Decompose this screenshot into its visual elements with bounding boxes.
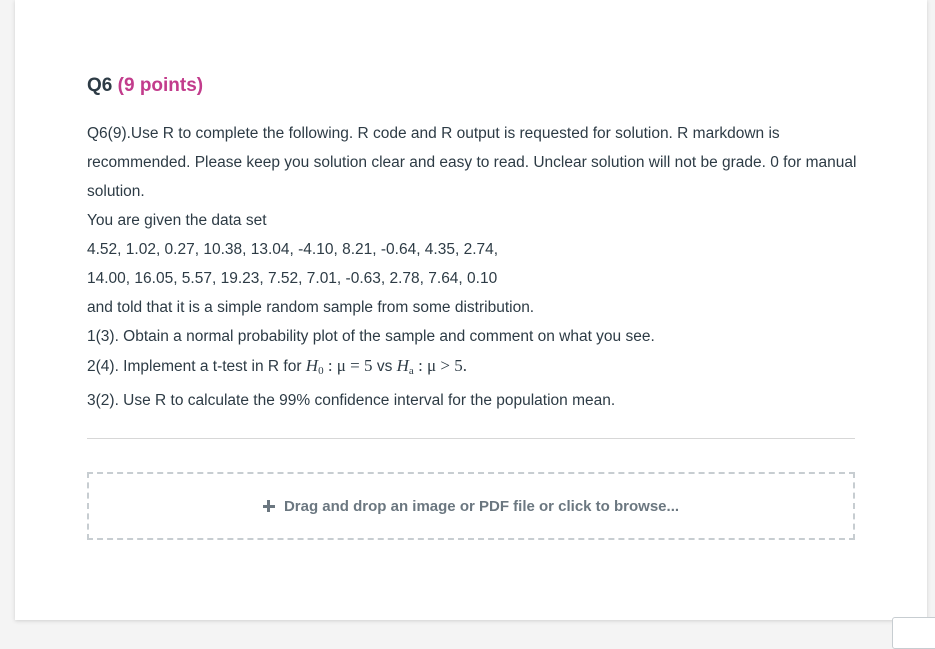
upload-label: Drag and drop an image or PDF file or click to browse... <box>283 497 680 515</box>
null-hypothesis-condition: : μ = 5 <box>323 356 373 375</box>
corner-control[interactable] <box>892 617 935 649</box>
data-set-line-1: 4.52, 1.02, 0.27, 10.38, 13.04, -4.10, 8.21, -0.64, 4.35, 2.74, <box>87 241 499 258</box>
question-intro-line: You are given the data set <box>87 212 267 229</box>
versus-text: vs <box>372 358 397 375</box>
part-2-text <box>87 351 857 386</box>
part-2-prefix: 2(4). Implement a t-test in R for <box>87 358 306 375</box>
alternative-hypothesis-subscript: a <box>408 365 414 377</box>
plus-icon <box>263 500 275 512</box>
question-instructions: Q6(9).Use R to complete the following. R code and R output is requested for solution. R markdown is recommended. Please keep you solution clear and easy to read. Unclear solution will not be grade. 0 for manual solution. <box>87 125 857 200</box>
alternative-hypothesis <box>397 356 467 375</box>
question-card <box>15 0 927 620</box>
alternative-hypothesis-condition: : μ > 5. <box>413 356 467 375</box>
part-3-text: 3(2). Use R to calculate the 99% confidence interval for the population mean. <box>87 392 616 409</box>
null-hypothesis <box>306 356 373 375</box>
section-divider <box>87 438 855 439</box>
part-1-text: 1(3). Obtain a normal probability plot of the sample and comment on what you see. <box>87 328 655 345</box>
null-hypothesis-subscript: 0 <box>318 365 324 377</box>
question-title: Q6 <box>87 75 113 96</box>
question-body <box>87 119 857 415</box>
alternative-hypothesis-symbol: H <box>396 356 409 375</box>
question-header <box>87 75 203 97</box>
question-points: (9 points) <box>117 75 204 96</box>
sample-description: and told that it is a simple random sample from some distribution. <box>87 299 535 316</box>
null-hypothesis-symbol: H <box>305 356 319 375</box>
data-set-line-2: 14.00, 16.05, 5.57, 19.23, 7.52, 7.01, -0.63, 2.78, 7.64, 0.10 <box>87 270 498 287</box>
file-upload-dropzone[interactable] <box>87 472 855 540</box>
